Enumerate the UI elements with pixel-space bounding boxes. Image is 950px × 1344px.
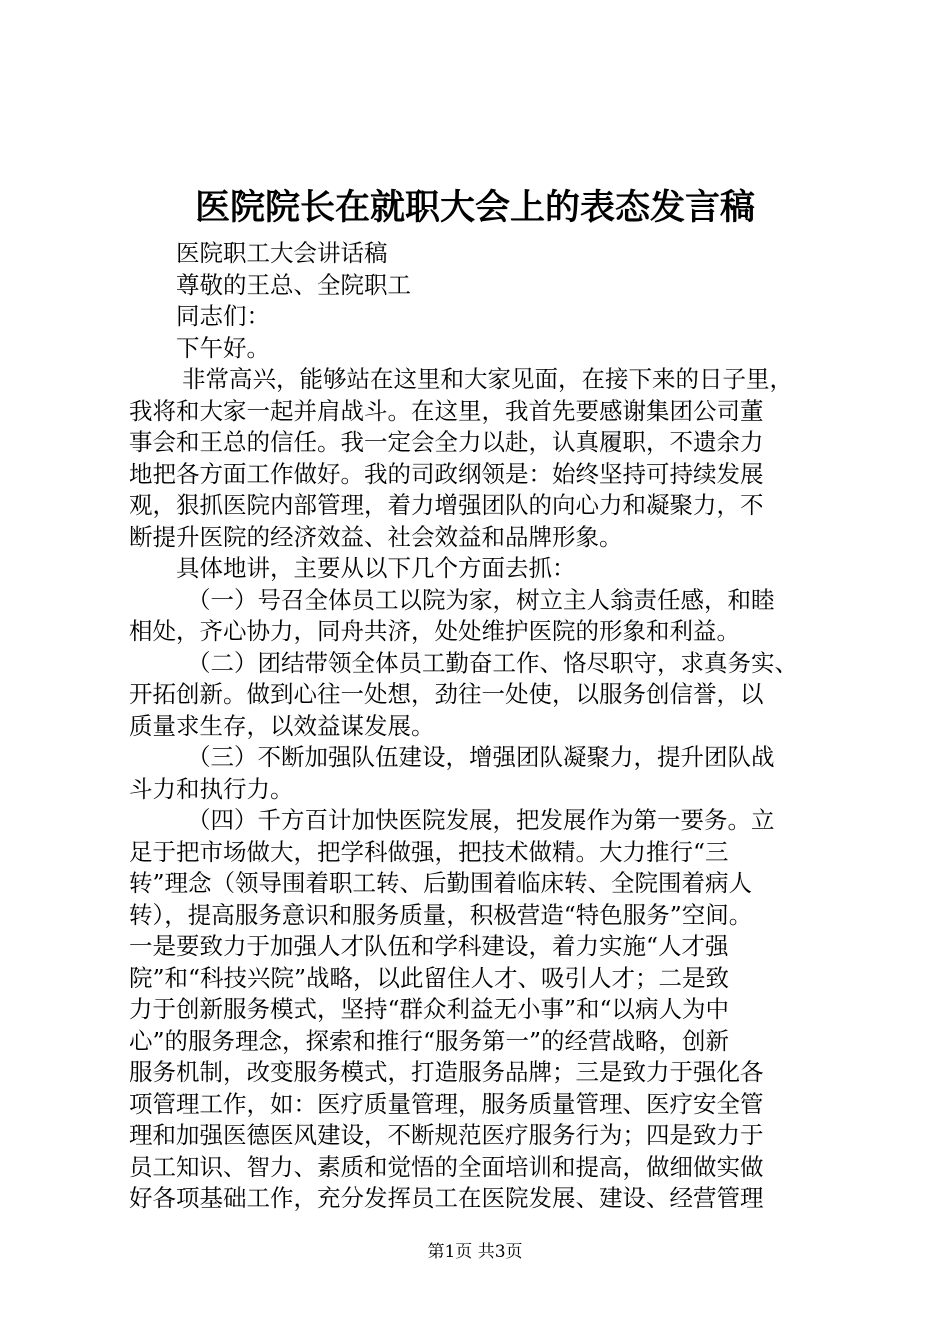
body-line: 质量求生存，以效益谋发展。 xyxy=(129,711,435,740)
body-line: 转”理念（领导围着职工转、后勤围着临床转、全院围着病人 xyxy=(129,869,753,897)
body-line: 观，狠抓医院内部管理，着力增强团队的向心力和凝聚力，不 xyxy=(129,491,764,519)
body-line: 非常高兴，能够站在这里和大家见面，在接下来的日子里， xyxy=(182,365,793,393)
body-line: 下午好。 xyxy=(176,333,270,362)
body-line: 院”和“科技兴院”战略，以此留住人才、吸引人才；二是致 xyxy=(129,963,730,992)
body-line: 事会和王总的信任。我一定会全力以赴，认真履职，不遗余力 xyxy=(129,428,764,456)
body-line: 我将和大家一起并肩战斗。在这里，我首先要感谢集团公司董 xyxy=(129,396,764,425)
body-line: 相处，齐心协力，同舟共济，处处维护医院的形象和利益。 xyxy=(129,617,740,645)
body-line: 员工知识、智力、素质和觉悟的全面培训和提高，做细做实做 xyxy=(129,1152,764,1181)
body-line: 尊敬的王总、全院职工 xyxy=(176,270,411,299)
document-title: 医院院长在就职大会上的表态发言稿 xyxy=(194,188,755,228)
page-footer: 第1页 共3页 xyxy=(427,1242,523,1262)
body-line: 服务机制，改变服务模式，打造服务品牌；三是致力于强化各 xyxy=(129,1058,764,1086)
body-line: 地把各方面工作做好。我的司政纲领是：始终坚持可持续发展 xyxy=(129,459,764,488)
body-line: 转），提高服务意识和服务质量，积极营造“特色服务”空间。 xyxy=(129,900,753,929)
body-line: 力于创新服务模式，坚持“群众利益无小事”和“以病人为中 xyxy=(129,995,730,1023)
body-line: 医院职工大会讲话稿 xyxy=(176,239,388,267)
body-line: 心”的服务理念，探索和推行“服务第一”的经营战略，创新 xyxy=(129,1026,730,1055)
body-line: 项管理工作，如：医疗质量管理，服务质量管理、医疗安全管 xyxy=(129,1089,764,1118)
body-line: 斗力和执行力。 xyxy=(129,774,294,803)
body-line: 足于把市场做大，把学科做强，把技术做精。大力推行“三 xyxy=(129,837,729,866)
body-line: 开拓创新。做到心往一处想，劲往一处使，以服务创信誉，以 xyxy=(129,680,764,708)
body-line: （三）不断加强队伍建设，增强团队凝聚力，提升团队战 xyxy=(187,743,775,771)
document-body xyxy=(129,238,851,1215)
body-line: 具体地讲，主要从以下几个方面去抓： xyxy=(176,554,576,582)
body-line: 同志们： xyxy=(176,302,270,330)
body-line: 理和加强医德医风建设，不断规范医疗服务行为；四是致力于 xyxy=(129,1121,764,1149)
body-line: （一）号召全体员工以院为家，树立主人翁责任感，和睦 xyxy=(187,585,775,614)
body-line: （四）千方百计加快医院发展，把发展作为第一要务。立 xyxy=(187,806,775,834)
body-line: 断提升医院的经济效益、社会效益和品牌形象。 xyxy=(129,522,623,551)
body-line: 好各项基础工作，充分发挥员工在医院发展、建设、经营管理 xyxy=(129,1184,764,1212)
body-line: 一是要致力于加强人才队伍和学科建设，着力实施“人才强 xyxy=(129,932,729,960)
body-line: （二）团结带领全体员工勤奋工作、恪尽职守，求真务实、 xyxy=(187,648,798,677)
